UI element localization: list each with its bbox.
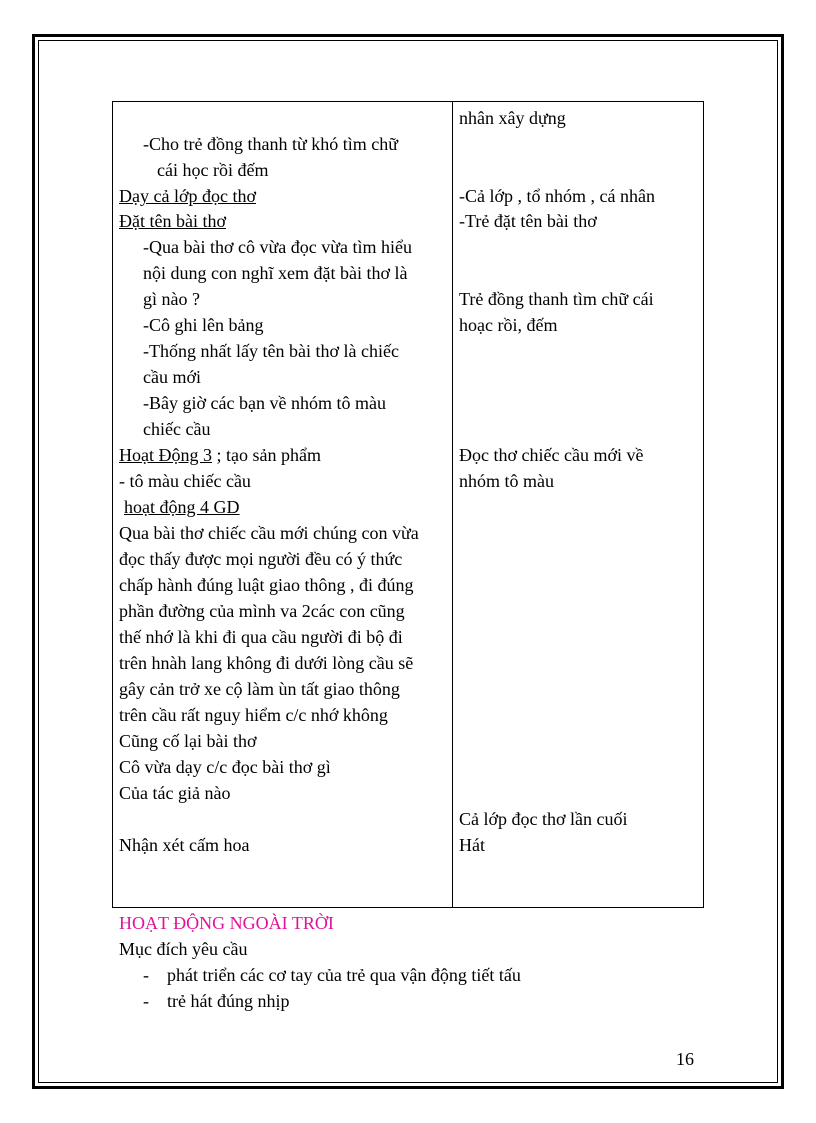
right-line: -Cả lớp , tổ nhóm , cá nhân bbox=[459, 186, 655, 206]
left-line: nội dung con nghĩ xem đặt bài thơ là bbox=[143, 263, 408, 283]
left-line: thế nhớ là khi đi qua cầu người đi bộ đi bbox=[119, 627, 403, 647]
right-line: hoạc rồi, đếm bbox=[459, 315, 558, 335]
left-line: chấp hành đúng luật giao thông , đi đúng bbox=[119, 575, 414, 595]
left-line: gì nào ? bbox=[143, 289, 200, 309]
left-line: Của tác giả nào bbox=[119, 783, 231, 803]
right-line: nhóm tô màu bbox=[459, 471, 554, 491]
left-line: -Bây giờ các bạn về nhóm tô màu bbox=[143, 393, 386, 413]
left-line: trên hnàh lang không đi dưới lòng cầu sẽ bbox=[119, 653, 414, 673]
left-line: - tô màu chiếc cầu bbox=[119, 471, 251, 491]
right-line: Đọc thơ chiếc cầu mới về bbox=[459, 445, 644, 465]
activity-3-heading bbox=[119, 442, 321, 468]
section-heading: Đặt tên bài thơ bbox=[119, 211, 226, 231]
objective-item: trẻ hát đúng nhịp bbox=[167, 991, 290, 1011]
left-line: Cô vừa dạy c/c đọc bài thơ gì bbox=[119, 757, 331, 777]
section-heading: Dạy cả lớp đọc thơ bbox=[119, 186, 256, 206]
page-number: 16 bbox=[676, 1049, 694, 1069]
activity-4-heading: hoạt động 4 GD bbox=[124, 497, 240, 517]
right-line: Hát bbox=[459, 835, 485, 855]
left-line: Cũng cố lại bài thơ bbox=[119, 731, 257, 751]
left-line: -Cho trẻ đồng thanh từ khó tìm chữ bbox=[143, 134, 398, 154]
objective-item: phát triển các cơ tay của trẻ qua vận động tiết tấu bbox=[167, 965, 521, 985]
left-line: -Cô ghi lên bảng bbox=[143, 315, 264, 335]
outdoor-activity-heading: HOẠT ĐỘNG NGOÀI TRỜI bbox=[119, 913, 334, 933]
table-column-divider bbox=[452, 101, 453, 908]
left-line: gây cản trở xe cộ làm ùn tất giao thông bbox=[119, 679, 400, 699]
right-line: Cả lớp đọc thơ lần cuối bbox=[459, 809, 628, 829]
bullet-marker: - bbox=[143, 965, 149, 985]
left-line: cái học rồi đếm bbox=[157, 160, 269, 180]
left-line: trên cầu rất nguy hiểm c/c nhớ không bbox=[119, 705, 388, 725]
right-line: -Trẻ đặt tên bài thơ bbox=[459, 211, 597, 231]
activity-3-label: Hoạt Động 3 bbox=[119, 445, 212, 465]
left-line: chiếc cầu bbox=[143, 419, 211, 439]
left-line: Nhận xét cấm hoa bbox=[119, 835, 250, 855]
left-line: -Thống nhất lấy tên bài thơ là chiếc bbox=[143, 341, 399, 361]
left-line: Qua bài thơ chiếc cầu mới chúng con vừa bbox=[119, 523, 419, 543]
right-line: nhân xây dựng bbox=[459, 108, 566, 128]
activity-3-desc: ; tạo sản phẩm bbox=[212, 445, 321, 465]
left-line: cầu mới bbox=[143, 367, 201, 387]
left-line: phần đường của mình va 2các con cũng bbox=[119, 601, 405, 621]
left-line: -Qua bài thơ cô vừa đọc vừa tìm hiểu bbox=[143, 237, 412, 257]
bullet-marker: - bbox=[143, 991, 149, 1011]
objectives-label: Mục đích yêu cầu bbox=[119, 939, 248, 959]
right-line: Trẻ đồng thanh tìm chữ cái bbox=[459, 289, 654, 309]
left-line: đọc thấy được mọi người đều có ý thức bbox=[119, 549, 403, 569]
